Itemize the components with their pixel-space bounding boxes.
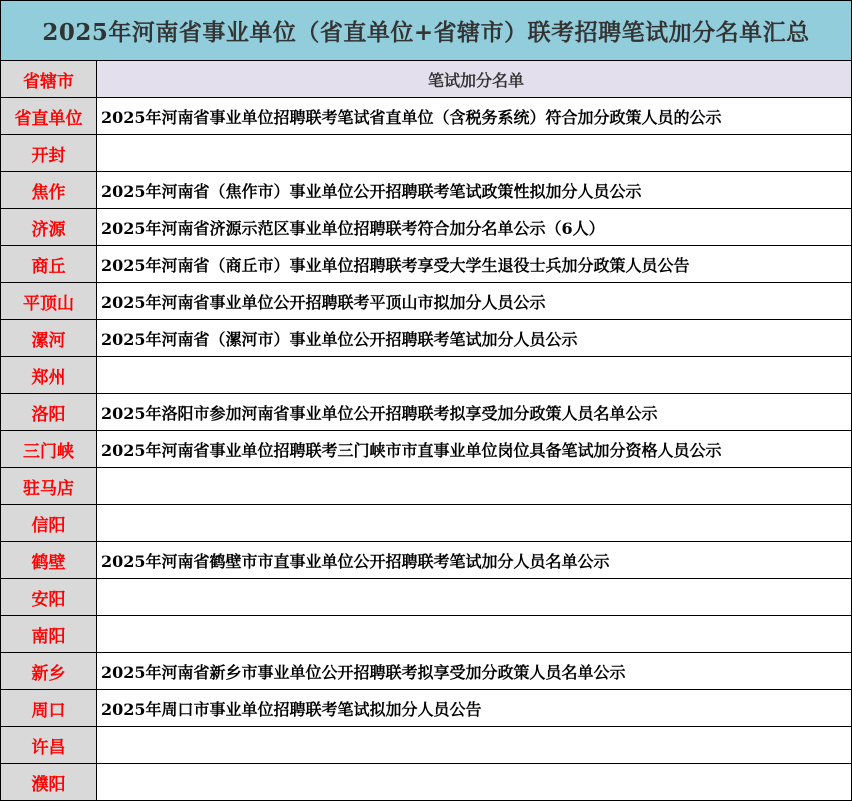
city-cell: 开封 (1, 135, 97, 171)
bonus-list-link (97, 505, 851, 541)
table-row (1, 616, 851, 653)
header-row (1, 61, 851, 98)
bonus-list-link (97, 357, 851, 393)
city-cell: 鹤壁 (1, 542, 97, 578)
bonus-list-link[interactable]: 2025年河南省事业单位招聘联考笔试省直单位（含税务系统）符合加分政策人员的公示 (97, 98, 851, 134)
bonus-list-link (97, 727, 851, 763)
city-cell: 濮阳 (1, 764, 97, 800)
city-cell: 三门峡 (1, 431, 97, 467)
city-cell: 南阳 (1, 616, 97, 652)
city-cell: 平顶山 (1, 283, 97, 319)
table-row (1, 431, 851, 468)
city-cell: 安阳 (1, 579, 97, 615)
city-cell: 洛阳 (1, 394, 97, 430)
table-row (1, 690, 851, 727)
bonus-list-link[interactable]: 2025年河南省鹤壁市市直事业单位公开招聘联考笔试加分人员名单公示 (97, 542, 851, 578)
city-cell: 郑州 (1, 357, 97, 393)
table-row (1, 320, 851, 357)
bonus-list-link[interactable]: 2025年周口市事业单位招聘联考笔试拟加分人员公告 (97, 690, 851, 726)
table-row (1, 135, 851, 172)
city-cell: 焦作 (1, 172, 97, 208)
bonus-list-link[interactable]: 2025年洛阳市参加河南省事业单位公开招聘联考拟享受加分政策人员名单公示 (97, 394, 851, 430)
bonus-list-link (97, 468, 851, 504)
table-row (1, 283, 851, 320)
city-cell: 许昌 (1, 727, 97, 763)
table-row (1, 468, 851, 505)
table-row (1, 579, 851, 616)
table-row (1, 98, 851, 135)
bonus-list-link[interactable]: 2025年河南省事业单位招聘联考三门峡市市直事业单位岗位具备笔试加分资格人员公示 (97, 431, 851, 467)
bonus-list-link (97, 616, 851, 652)
table-row (1, 542, 851, 579)
bonus-list-link[interactable]: 2025年河南省新乡市事业单位公开招聘联考拟享受加分政策人员名单公示 (97, 653, 851, 689)
table-row (1, 764, 851, 800)
table-row (1, 357, 851, 394)
bonus-list-link[interactable]: 2025年河南省事业单位公开招聘联考平顶山市拟加分人员公示 (97, 283, 851, 319)
bonus-list-link (97, 579, 851, 615)
bonus-list-link[interactable]: 2025年河南省济源示范区事业单位招聘联考符合加分名单公示（6人） (97, 209, 851, 245)
table-row (1, 653, 851, 690)
bonus-list-link[interactable]: 2025年河南省（商丘市）事业单位招聘联考享受大学生退役士兵加分政策人员公告 (97, 246, 851, 282)
table-row (1, 246, 851, 283)
table-row (1, 727, 851, 764)
table-row (1, 209, 851, 246)
table-row (1, 394, 851, 431)
city-cell: 驻马店 (1, 468, 97, 504)
bonus-list-link (97, 135, 851, 171)
table-title: 2025年河南省事业单位（省直单位+省辖市）联考招聘笔试加分名单汇总 (1, 1, 851, 61)
header-list: 笔试加分名单 (97, 61, 851, 97)
table-row (1, 505, 851, 542)
city-cell: 周口 (1, 690, 97, 726)
bonus-list-link[interactable]: 2025年河南省（漯河市）事业单位公开招聘联考笔试加分人员公示 (97, 320, 851, 356)
city-cell: 省直单位 (1, 98, 97, 134)
bonus-list-link[interactable]: 2025年河南省（焦作市）事业单位公开招聘联考笔试政策性拟加分人员公示 (97, 172, 851, 208)
city-cell: 信阳 (1, 505, 97, 541)
city-cell: 新乡 (1, 653, 97, 689)
city-cell: 济源 (1, 209, 97, 245)
city-cell: 漯河 (1, 320, 97, 356)
header-city: 省辖市 (1, 61, 97, 97)
table-row (1, 172, 851, 209)
city-cell: 商丘 (1, 246, 97, 282)
bonus-list-link (97, 764, 851, 800)
